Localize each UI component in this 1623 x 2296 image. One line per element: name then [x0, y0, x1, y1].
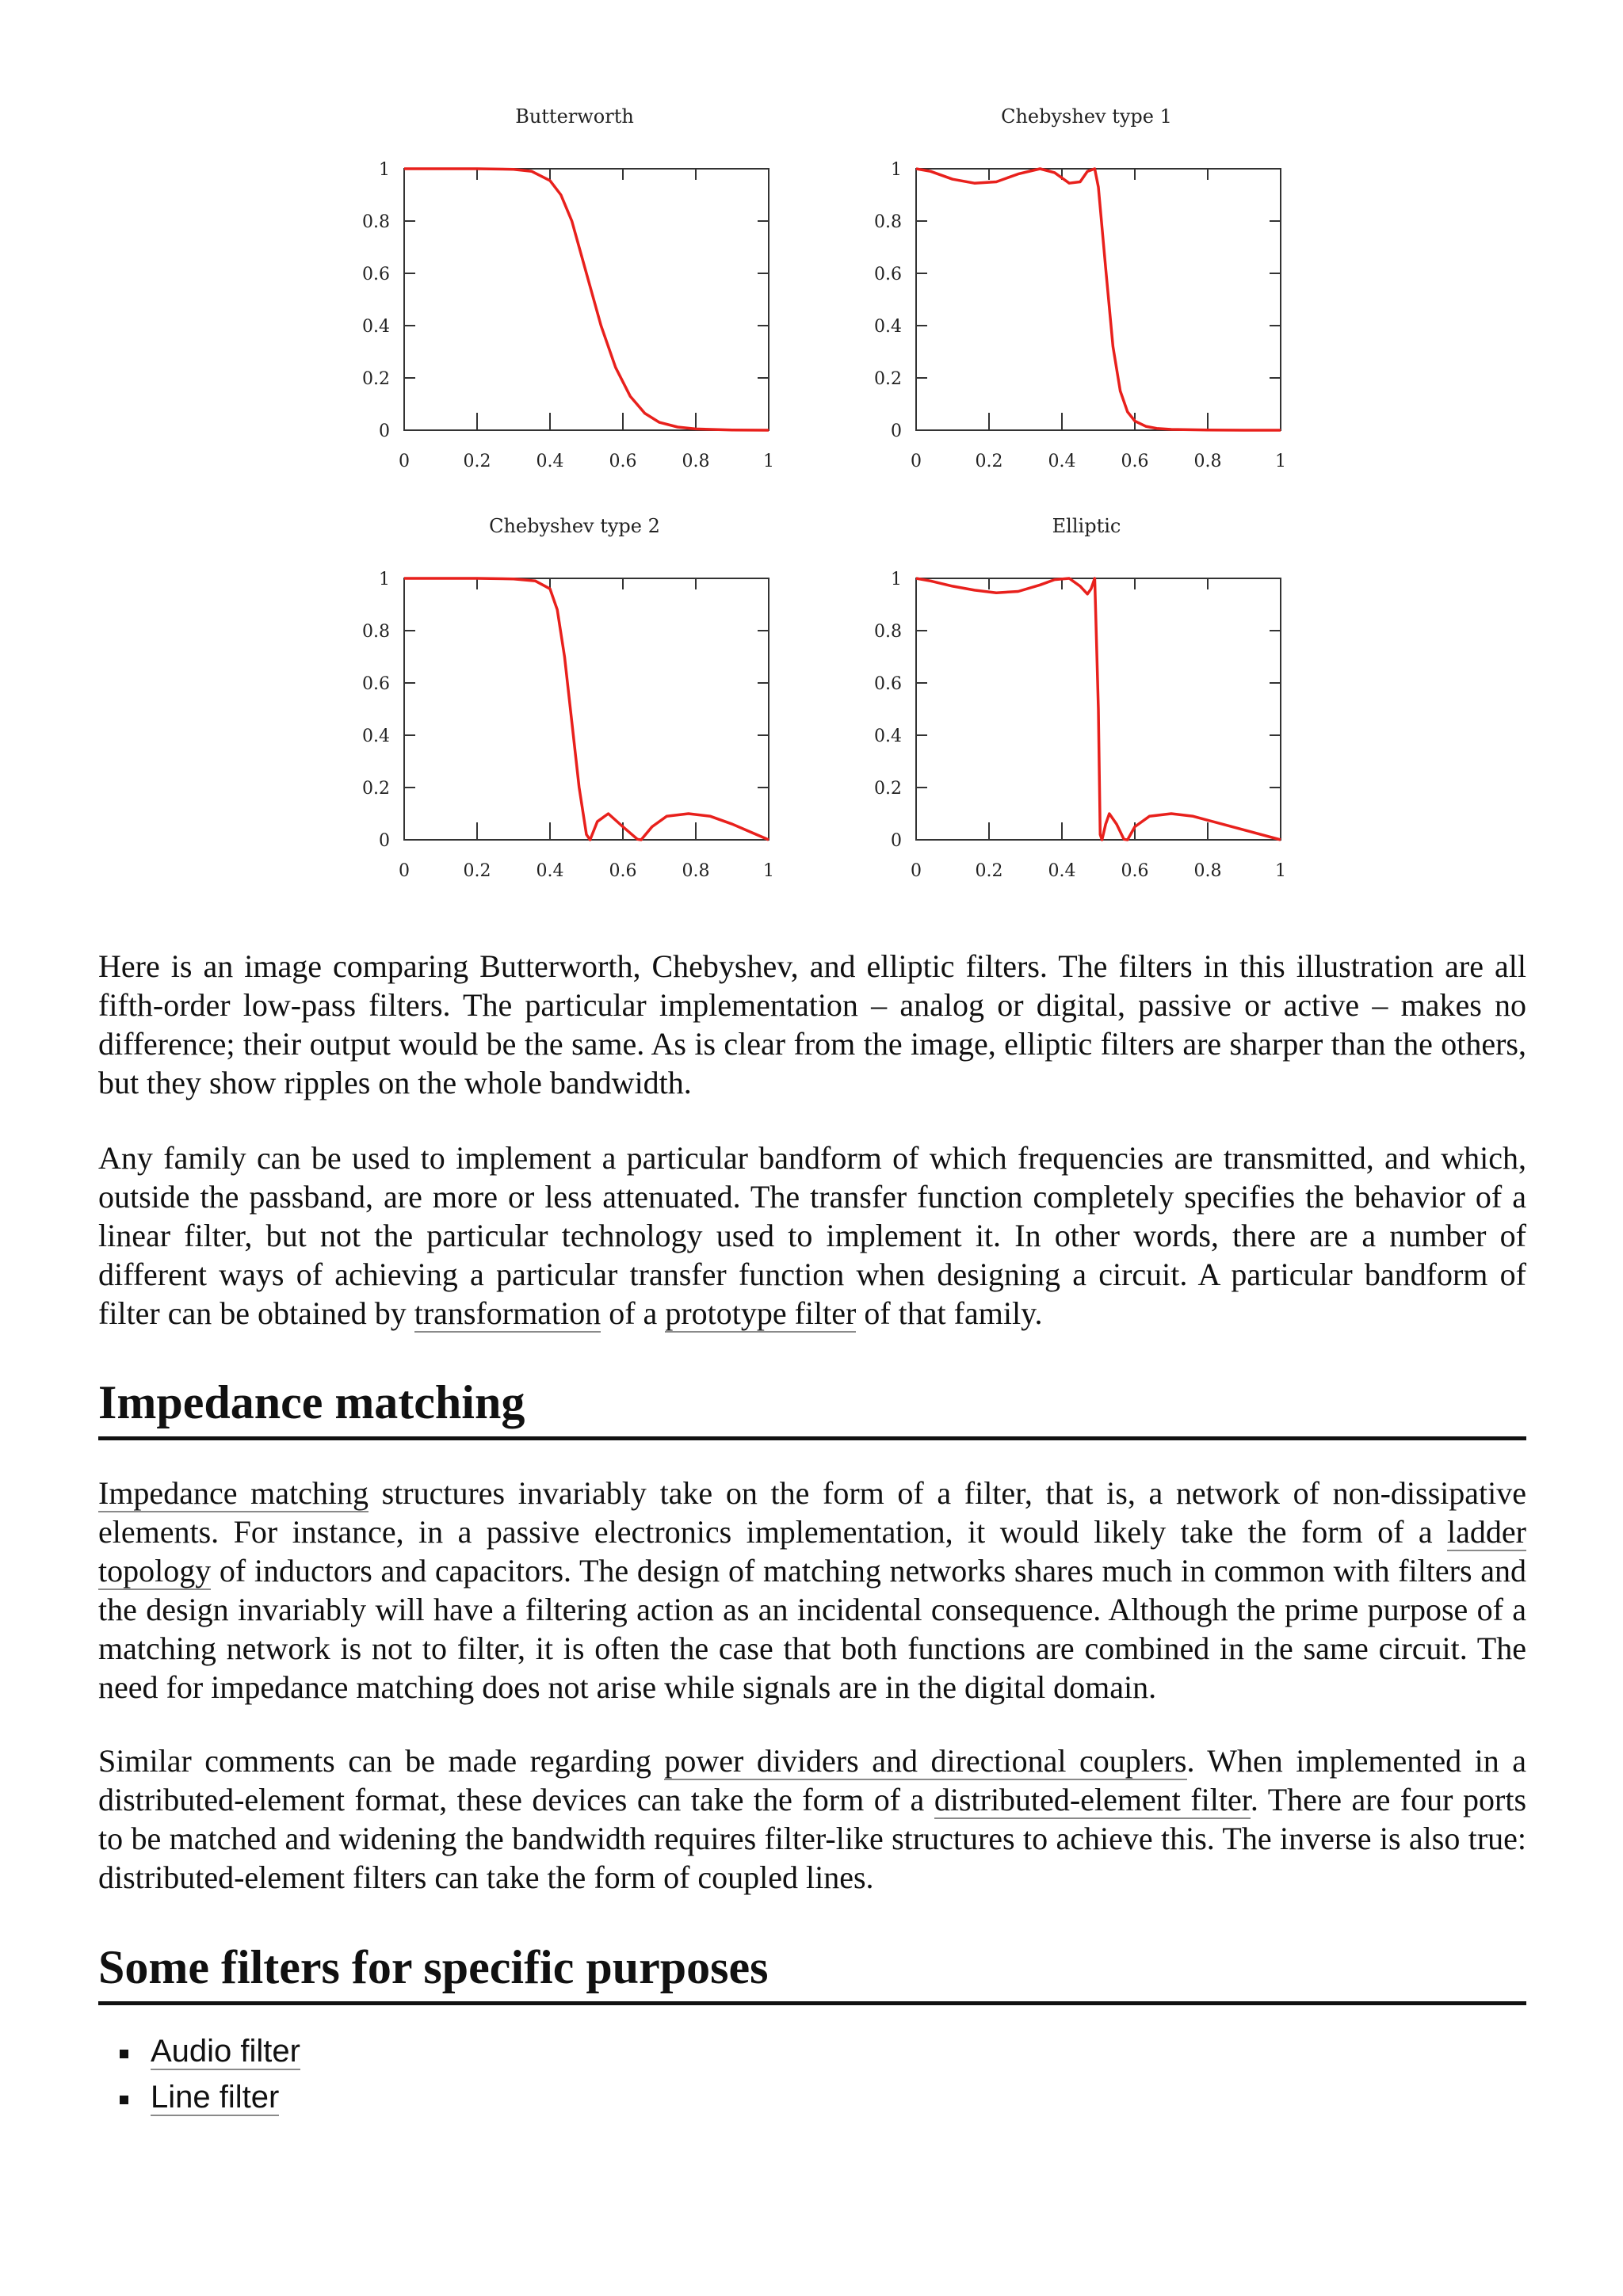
y-tick-label: 0.2: [362, 779, 390, 799]
y-tick-label: 1: [379, 160, 390, 180]
x-tick-label: 0.4: [536, 452, 564, 471]
chart-title: Butterworth: [515, 105, 634, 128]
chart-panel: [362, 515, 774, 881]
link-audio-filter[interactable]: Audio filter: [151, 2034, 300, 2069]
link-distributed-element-filter[interactable]: distributed-element filter: [934, 1782, 1251, 1817]
text-span: structures invariably take on the form of a filter, that is, a network of non-dissipative elements. For instance, in a passive electronics implementation, it would likely take the form of a: [98, 1475, 1526, 1550]
y-tick-label: 0: [891, 421, 902, 441]
response-curve: [916, 578, 1281, 840]
text-span: of inductors and capacitors. The design of matching networks shares much in common with filters and the design invariably will have a filtering action as an incidental consequence. Although the prime purpose of a matching network is not to filter, it is often the case that both functions are combined in the same circuit. The need for impedance matching does not arise while signals are in the digital domain.: [98, 1553, 1526, 1705]
list-item: [98, 2028, 1526, 2074]
chart-title: Chebyshev type 2: [489, 515, 660, 537]
y-tick-label: 0.8: [362, 622, 390, 642]
y-tick-label: 0.6: [362, 674, 390, 694]
link-impedance-matching[interactable]: Impedance matching: [98, 1475, 369, 1511]
paragraph-impedance: [98, 1474, 1526, 1707]
x-tick-label: 0.2: [463, 452, 491, 471]
y-tick-label: 0.2: [874, 369, 902, 389]
response-curve: [404, 169, 769, 430]
x-tick-label: 0.8: [1193, 452, 1222, 471]
x-tick-label: 0.4: [1048, 452, 1076, 471]
x-tick-label: 0.6: [609, 861, 637, 881]
y-tick-label: 0.8: [362, 212, 390, 232]
x-tick-label: 0.8: [682, 861, 710, 881]
y-tick-label: 0: [379, 831, 390, 851]
x-tick-label: 1: [1275, 861, 1286, 881]
x-tick-label: 0.6: [609, 452, 637, 471]
x-tick-label: 0: [399, 861, 410, 881]
y-tick-label: 0.4: [362, 727, 390, 746]
y-tick-label: 0.4: [874, 317, 902, 337]
heading-specific-filters: Some filters for specific purposes: [98, 1939, 1526, 2005]
y-tick-label: 1: [891, 570, 902, 589]
x-tick-label: 1: [763, 452, 774, 471]
chart-panel: [874, 105, 1286, 471]
text-span: . When implemented in a distributed-element format, these devices can take the form of a: [98, 1743, 1526, 1817]
y-tick-label: 1: [379, 570, 390, 589]
response-curve: [916, 169, 1281, 430]
plot-frame: [404, 578, 769, 840]
bullet-icon: [120, 2050, 128, 2058]
x-tick-label: 0.2: [463, 861, 491, 881]
filter-charts: [349, 103, 1300, 927]
y-tick-label: 0.6: [362, 265, 390, 284]
y-tick-label: 0.8: [874, 212, 902, 232]
section-specific-filters: [98, 1939, 1526, 2005]
x-tick-label: 0.8: [1193, 861, 1222, 881]
x-tick-label: 0.8: [682, 452, 710, 471]
filter-list: [98, 2028, 1526, 2120]
text-span: Similar comments can be made regarding: [98, 1743, 665, 1779]
x-tick-label: 0: [911, 861, 922, 881]
chart-panel: [874, 515, 1286, 881]
bullet-icon: [120, 2096, 128, 2104]
chart-title: Elliptic: [1052, 515, 1121, 537]
heading-impedance-matching: Impedance matching: [98, 1375, 1526, 1440]
x-tick-label: 0.4: [536, 861, 564, 881]
link-prototype-filter[interactable]: prototype filter: [665, 1295, 857, 1331]
chart-panel: [362, 105, 774, 471]
y-tick-label: 1: [891, 160, 902, 180]
link-power-dividers[interactable]: power dividers and directional couplers: [664, 1743, 1187, 1779]
x-tick-label: 0.6: [1121, 861, 1149, 881]
section-impedance-matching: [98, 1375, 1526, 1440]
x-tick-label: 1: [1275, 452, 1286, 471]
y-tick-label: 0.6: [874, 265, 902, 284]
x-tick-label: 0.2: [975, 861, 1003, 881]
link-transformation[interactable]: transformation: [414, 1295, 601, 1331]
y-tick-label: 0.2: [362, 369, 390, 389]
y-tick-label: 0.4: [362, 317, 390, 337]
response-curve: [404, 578, 769, 840]
y-tick-label: 0: [891, 831, 902, 851]
x-tick-label: 1: [763, 861, 774, 881]
x-tick-label: 0.2: [975, 452, 1003, 471]
x-tick-label: 0.4: [1048, 861, 1076, 881]
text-span: . There are four ports to be matched and widening the bandwidth requires filter-like structures to achieve this. The inverse is also true: distributed-element filters can take the form of coupled lines.: [98, 1782, 1527, 1895]
link-ladder-topology[interactable]: ladder topology: [98, 1514, 1526, 1589]
x-tick-label: 0: [911, 452, 922, 471]
y-tick-label: 0.4: [874, 727, 902, 746]
text-span: of a: [601, 1295, 666, 1331]
text-span: Any family can be used to implement a particular bandform of which frequencies are transmitted, and which, outside the passband, are more or less attenuated. The transfer function completely specifies the behavior of a linear filter, but not the particular technology used to implement it. In other words, there are a number of different ways of achieving a particular transfer function when designing a circuit. A particular bandform of filter can be obtained by: [98, 1140, 1526, 1331]
y-tick-label: 0.8: [874, 622, 902, 642]
paragraph-couplers: [98, 1741, 1526, 1897]
link-line-filter[interactable]: Line filter: [151, 2080, 280, 2115]
list-item: [98, 2074, 1526, 2120]
y-tick-label: 0.6: [874, 674, 902, 694]
plot-frame: [916, 169, 1281, 430]
paragraph-bandform: [98, 1138, 1526, 1333]
filter-comparison-figure: [349, 103, 1300, 927]
paragraph-filter-comparison: Here is an image comparing Butterworth, Chebyshev, and elliptic filters. The filters in this illustration are all fifth-order low-pass filters. The particular implementation – analog or digital, passive or active – makes no difference; their output would be the same. As is clear from the image, elliptic filters are sharper than the others, but they show ripples on the whole bandwidth.: [98, 948, 1526, 1100]
plot-frame: [404, 169, 769, 430]
y-tick-label: 0: [379, 421, 390, 441]
chart-title: Chebyshev type 1: [1001, 105, 1172, 128]
y-tick-label: 0.2: [874, 779, 902, 799]
x-tick-label: 0: [399, 452, 410, 471]
text-span: of that family.: [856, 1295, 1043, 1331]
x-tick-label: 0.6: [1121, 452, 1149, 471]
